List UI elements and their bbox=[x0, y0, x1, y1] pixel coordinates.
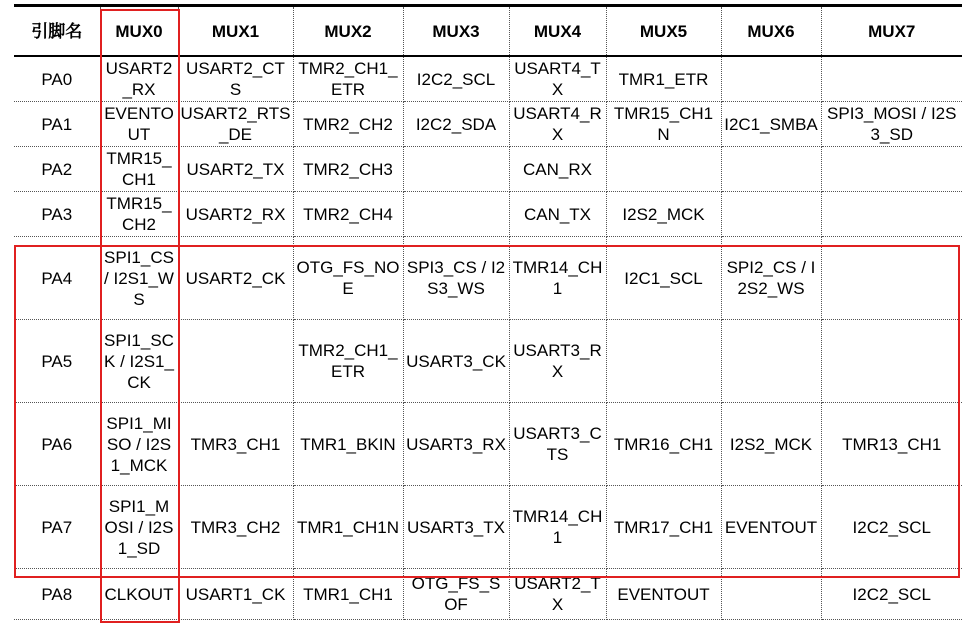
mux-cell: TMR2_CH1_ETR bbox=[293, 56, 403, 102]
mux-cell: TMR2_CH1_ETR bbox=[293, 320, 403, 403]
mux-cell bbox=[721, 192, 821, 237]
pin-cell: PA2 bbox=[14, 147, 100, 192]
mux-cell bbox=[821, 147, 962, 192]
mux-cell: SPI2_CS / I2S2_WS bbox=[721, 237, 821, 320]
mux-cell: I2C2_SCL bbox=[821, 569, 962, 620]
header-mux4: MUX4 bbox=[509, 7, 606, 56]
table-row bbox=[14, 147, 962, 192]
mux-cell: TMR1_ETR bbox=[606, 56, 721, 102]
mux-cell: USART4_RX bbox=[509, 102, 606, 147]
header-mux1: MUX1 bbox=[178, 7, 293, 56]
mux-cell: EVENTOUT bbox=[100, 102, 178, 147]
mux-cell: TMR17_CH1 bbox=[606, 486, 721, 569]
mux-cell: TMR2_CH3 bbox=[293, 147, 403, 192]
mux-cell: I2C2_SCL bbox=[821, 486, 962, 569]
mux-cell: TMR1_BKIN bbox=[293, 403, 403, 486]
pin-mux-table bbox=[14, 7, 962, 620]
pin-cell: PA3 bbox=[14, 192, 100, 237]
mux-cell: CAN_TX bbox=[509, 192, 606, 237]
mux-cell: I2C1_SCL bbox=[606, 237, 721, 320]
mux-cell bbox=[721, 320, 821, 403]
mux-cell: USART2_CK bbox=[178, 237, 293, 320]
mux-cell bbox=[606, 320, 721, 403]
header-mux3: MUX3 bbox=[403, 7, 509, 56]
mux-cell: I2S2_MCK bbox=[721, 403, 821, 486]
pin-cell: PA4 bbox=[14, 237, 100, 320]
mux-cell bbox=[821, 192, 962, 237]
mux-cell: EVENTOUT bbox=[606, 569, 721, 620]
mux-cell: TMR16_CH1 bbox=[606, 403, 721, 486]
header-mux2: MUX2 bbox=[293, 7, 403, 56]
mux-cell: TMR3_CH1 bbox=[178, 403, 293, 486]
mux-cell bbox=[821, 56, 962, 102]
mux-cell bbox=[721, 147, 821, 192]
mux-cell: OTG_FS_NOE bbox=[293, 237, 403, 320]
mux-cell: CAN_RX bbox=[509, 147, 606, 192]
mux-cell: TMR15_CH1 bbox=[100, 147, 178, 192]
mux-cell bbox=[821, 237, 962, 320]
mux-cell: USART4_TX bbox=[509, 56, 606, 102]
header-row bbox=[14, 7, 962, 56]
mux-cell: TMR15_CH1N bbox=[606, 102, 721, 147]
mux-cell bbox=[721, 569, 821, 620]
mux-cell bbox=[403, 192, 509, 237]
table-row bbox=[14, 320, 962, 403]
mux-cell: TMR1_CH1N bbox=[293, 486, 403, 569]
mux-cell: USART2_TX bbox=[509, 569, 606, 620]
header-mux0: MUX0 bbox=[100, 7, 178, 56]
mux-cell: TMR13_CH1 bbox=[821, 403, 962, 486]
mux-cell bbox=[606, 147, 721, 192]
mux-cell: TMR15_CH2 bbox=[100, 192, 178, 237]
mux-cell: USART2_TX bbox=[178, 147, 293, 192]
mux-cell bbox=[721, 56, 821, 102]
mux-cell bbox=[403, 147, 509, 192]
mux-cell: USART2_RTS_DE bbox=[178, 102, 293, 147]
pin-cell: PA7 bbox=[14, 486, 100, 569]
table-row bbox=[14, 237, 962, 320]
mux-cell: SPI1_MOSI / I2S1_SD bbox=[100, 486, 178, 569]
mux-cell: USART3_CK bbox=[403, 320, 509, 403]
mux-cell: TMR2_CH2 bbox=[293, 102, 403, 147]
mux-cell: I2C2_SCL bbox=[403, 56, 509, 102]
pin-cell: PA1 bbox=[14, 102, 100, 147]
mux-cell: SPI1_MISO / I2S1_MCK bbox=[100, 403, 178, 486]
mux-cell: OTG_FS_SOF bbox=[403, 569, 509, 620]
mux-cell: EVENTOUT bbox=[721, 486, 821, 569]
header-pin-name: 引脚名 bbox=[14, 7, 100, 56]
mux-cell: USART3_RX bbox=[403, 403, 509, 486]
mux-cell: USART3_RX bbox=[509, 320, 606, 403]
mux-cell: TMR2_CH4 bbox=[293, 192, 403, 237]
header-mux7: MUX7 bbox=[821, 7, 962, 56]
header-mux5: MUX5 bbox=[606, 7, 721, 56]
table-row bbox=[14, 192, 962, 237]
mux-cell: SPI1_CS / I2S1_WS bbox=[100, 237, 178, 320]
table-row bbox=[14, 486, 962, 569]
mux-cell: I2C2_SDA bbox=[403, 102, 509, 147]
mux-cell: USART3_TX bbox=[403, 486, 509, 569]
mux-cell bbox=[821, 320, 962, 403]
pin-cell: PA5 bbox=[14, 320, 100, 403]
pin-cell: PA6 bbox=[14, 403, 100, 486]
mux-cell: I2C1_SMBA bbox=[721, 102, 821, 147]
mux-cell: SPI3_MOSI / I2S3_SD bbox=[821, 102, 962, 147]
table-row bbox=[14, 102, 962, 147]
mux-cell: USART1_CK bbox=[178, 569, 293, 620]
pin-cell: PA8 bbox=[14, 569, 100, 620]
table-row bbox=[14, 403, 962, 486]
mux-cell: I2S2_MCK bbox=[606, 192, 721, 237]
header-mux6: MUX6 bbox=[721, 7, 821, 56]
pin-cell: PA0 bbox=[14, 56, 100, 102]
table-row bbox=[14, 569, 962, 620]
mux-cell: SPI3_CS / I2S3_WS bbox=[403, 237, 509, 320]
mux-cell: TMR14_CH1 bbox=[509, 486, 606, 569]
mux-cell: SPI1_SCK / I2S1_CK bbox=[100, 320, 178, 403]
mux-cell: TMR3_CH2 bbox=[178, 486, 293, 569]
mux-cell: USART2_RX bbox=[100, 56, 178, 102]
table-row bbox=[14, 56, 962, 102]
mux-cell: USART2_RX bbox=[178, 192, 293, 237]
mux-cell: TMR14_CH1 bbox=[509, 237, 606, 320]
mux-cell: CLKOUT bbox=[100, 569, 178, 620]
mux-cell: USART2_CTS bbox=[178, 56, 293, 102]
mux-cell: TMR1_CH1 bbox=[293, 569, 403, 620]
mux-cell bbox=[178, 320, 293, 403]
mux-cell: USART3_CTS bbox=[509, 403, 606, 486]
